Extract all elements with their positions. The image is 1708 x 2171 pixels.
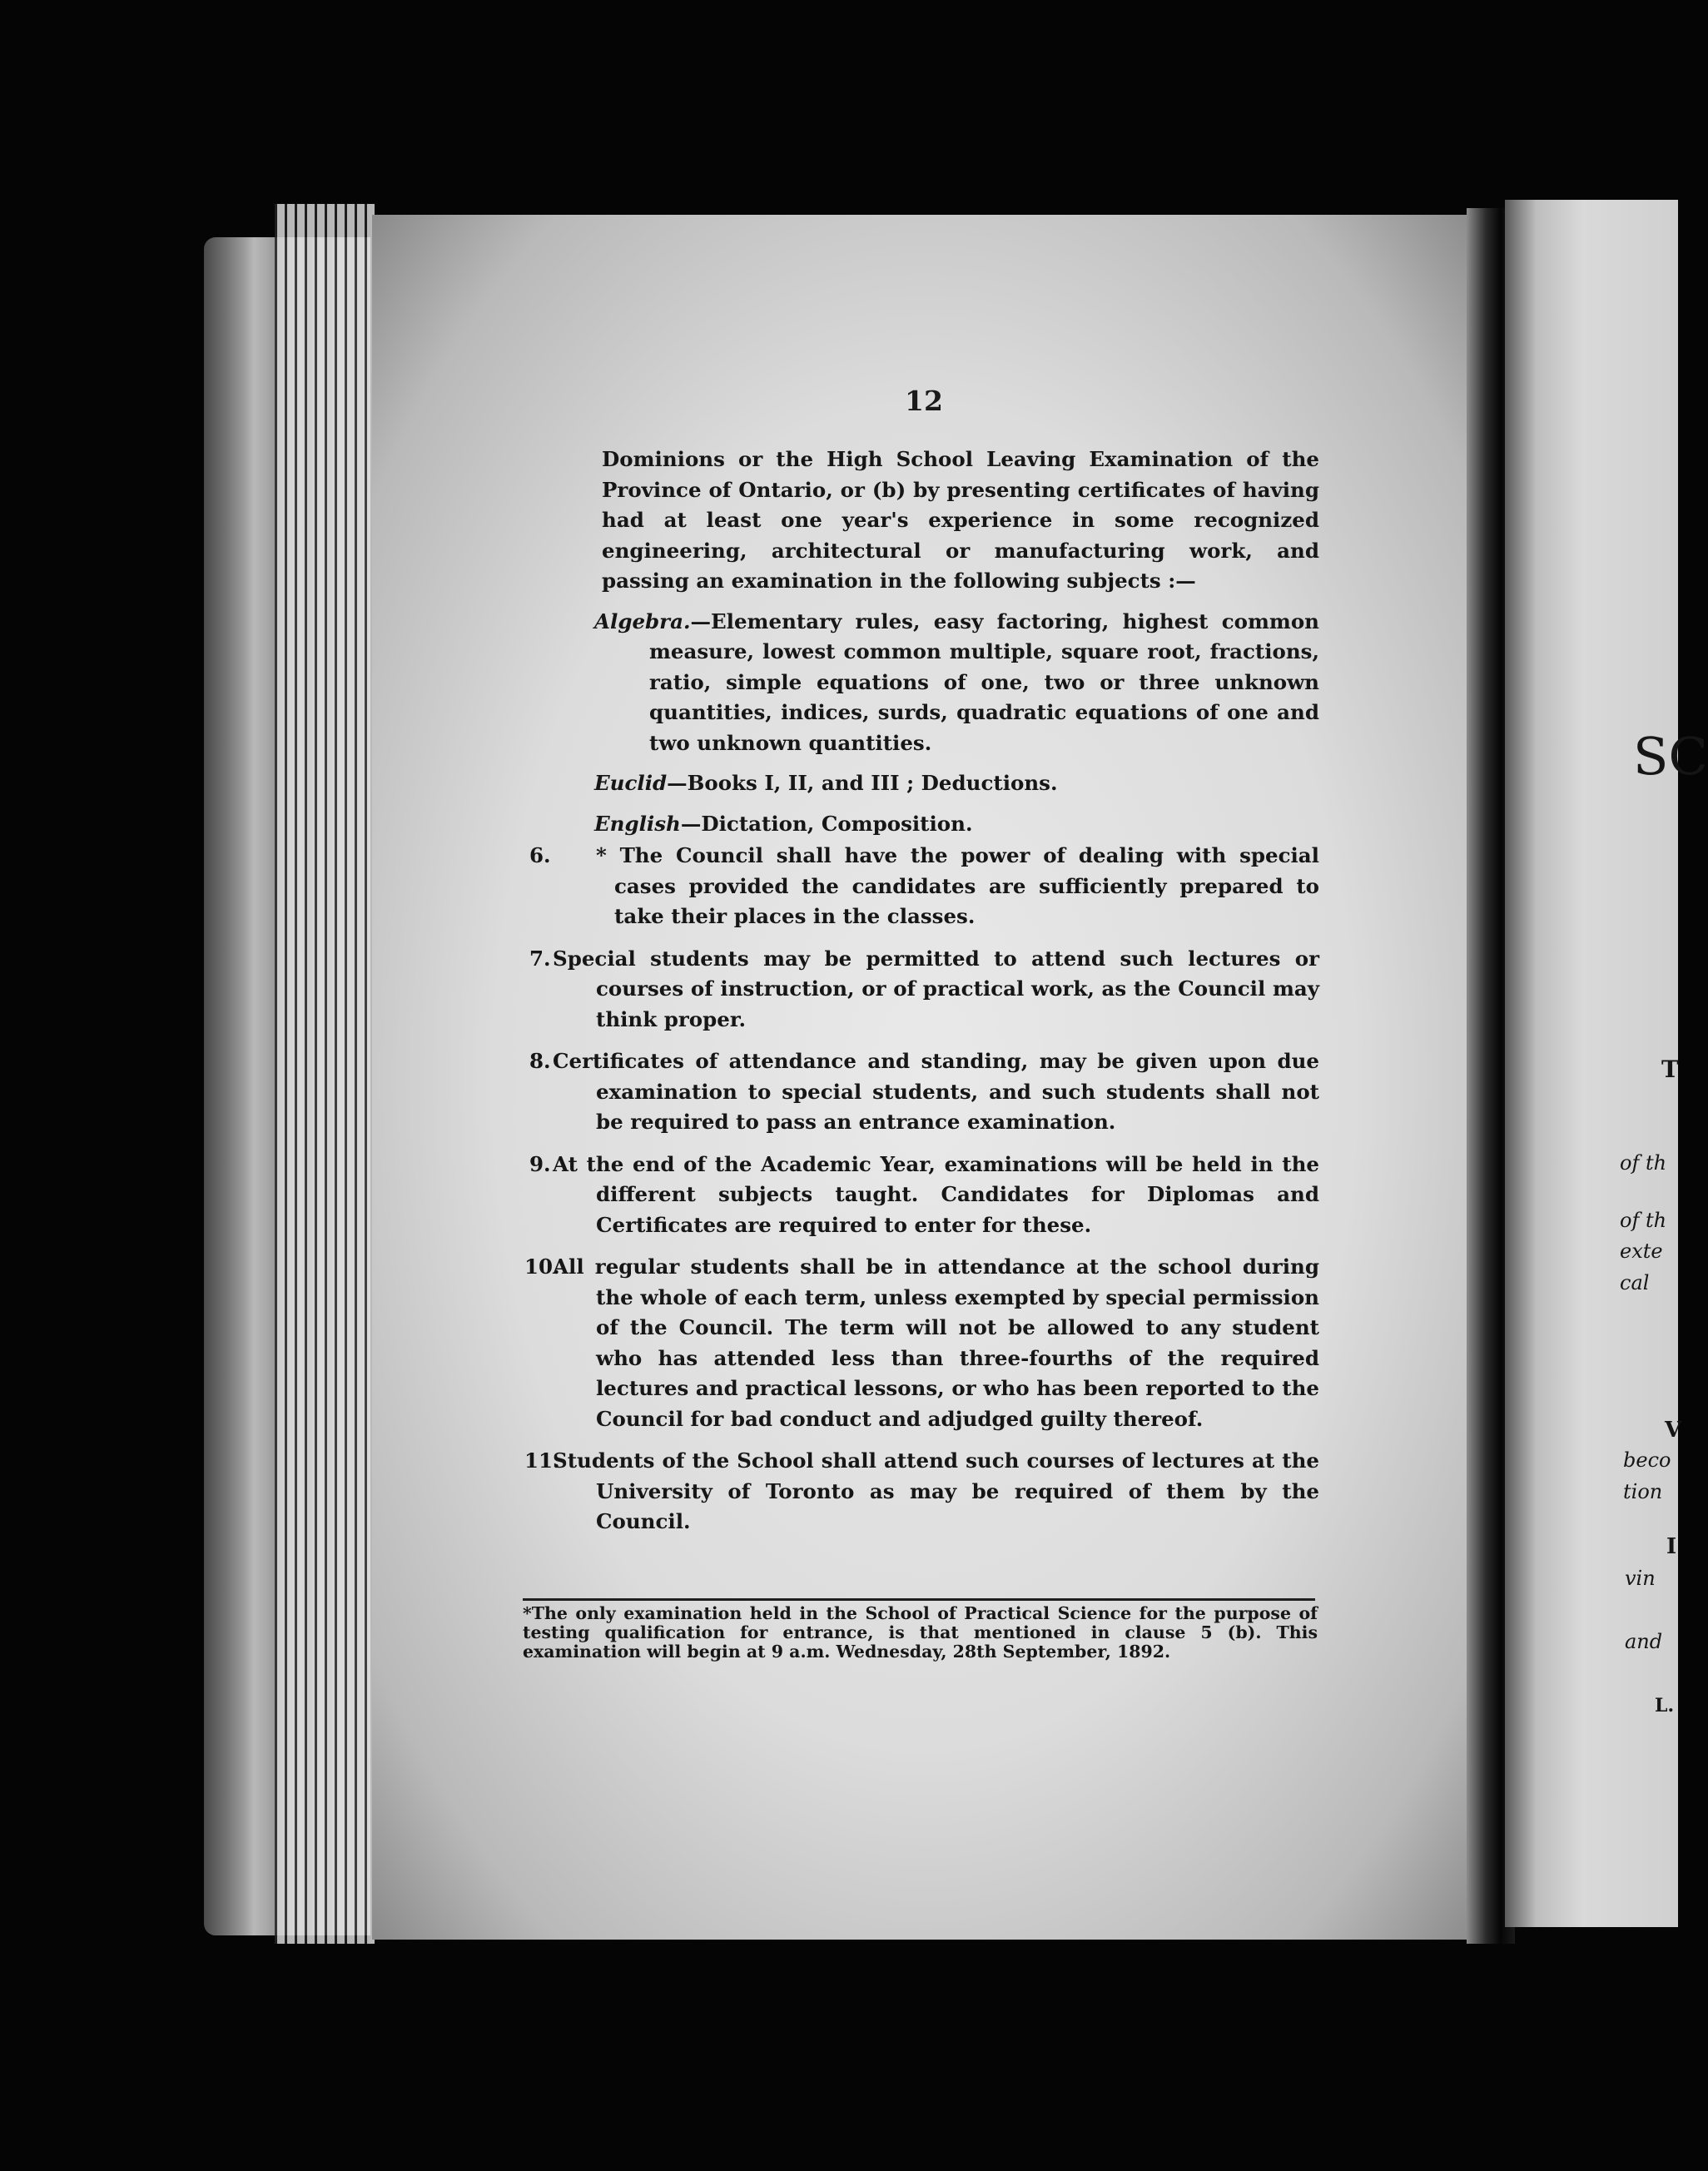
list-item [516,1150,1319,1241]
list-item [516,1446,1319,1538]
item-number: 6. [529,843,551,867]
list-item [516,944,1319,1036]
facing-page-fragment: cal [1620,1271,1650,1294]
list-item [516,841,1319,932]
numbered-list [516,841,1319,1538]
item-text: * The Council shall have the power of dealing with special cases provided the candidates are sufficiently prepared to take their places in the classes. [596,843,1319,928]
list-item [516,1046,1319,1138]
subject-euclid [516,768,1319,799]
item-text: Certificates of attendance and standing, may be given upon due examination to special students, and such students shall not be required to pass an entrance examination. [553,1049,1319,1134]
page-body [516,445,1319,1538]
item-text: All regular students shall be in attendance at the school during the whole of each term, unless exempted by special permission of the Council. The term will not be allowed to any student who has attended less than three-fourths of the required lectures and practical lessons, or who has been reported to the Council for bad conduct and adjudged guilty thereof. [553,1254,1319,1431]
item-text: Students of the School shall attend such courses of lectures at the University of Toronto as may be required of them by the Council. [553,1448,1319,1533]
subject-text: —Dictation, Composition. [680,811,973,836]
subject-name: English [594,811,681,836]
subject-text: —Books I, II, and III ; Deductions. [667,771,1058,795]
facing-page-fragment: T [1661,1056,1679,1083]
facing-page-fragment: beco [1623,1448,1671,1472]
intro-paragraph: Dominions or the High School Leaving Examination of the Province of Ontario, or (b) by presenting certificates of having had at least one year's experience in some recognized engineering, architectural or manufacturing work, and passing an examination in the following subjects :— [602,447,1319,593]
footnote-divider [523,1598,1315,1601]
subject-text: —Elementary rules, easy factoring, highest common measure, lowest common multiple, square root, fractions, ratio, simple equations of one, two or three unknown quantities, indices, surds, quadratic equations of one and two unknown quantities. [649,609,1319,755]
facing-page-fragment: of th [1620,1151,1667,1175]
facing-page-heading: SC [1633,726,1708,787]
list-item [516,1252,1319,1434]
subject-english [516,809,1319,840]
facing-page-fragment: L. [1655,1695,1675,1716]
item-text: Special students may be permitted to attend such lectures or courses of instruction, or of practical work, as the Council may think proper. [553,946,1319,1031]
subject-list [516,607,1319,840]
item-number: 7. [529,946,551,971]
item-text: At the end of the Academic Year, examinations will be held in the different subjects taught. Candidates for Diplomas and Certificates are required to enter for these. [553,1151,1319,1237]
page-number: 12 [905,385,943,417]
item-number: 10. [524,1254,560,1279]
item-number: 11. [524,1448,560,1473]
subject-name: Algebra. [594,609,691,633]
subject-algebra [516,607,1319,759]
facing-page-fragment: tion [1623,1480,1663,1503]
facing-page-fragment: exte [1620,1240,1663,1263]
item-number: 8. [529,1049,551,1073]
facing-page-fragment: and [1625,1630,1663,1653]
facing-page-fragment: V [1665,1418,1682,1443]
page-edge-lines [275,204,375,1944]
subject-name: Euclid [594,771,668,795]
item-number: 9. [529,1151,551,1176]
facing-page-fragment: of th [1620,1209,1667,1232]
facing-page-fragment: I [1666,1534,1677,1559]
facing-page-fragment: vin [1625,1567,1656,1590]
footnote: *The only examination held in the School of Practical Science for the purpose of testing qualification for entrance, is that mentioned in clause 5 (b). This examination will begin at 9 a.m. Wednesday, 28th September, 1892. [523,1603,1318,1662]
facing-page [1505,200,1678,1927]
